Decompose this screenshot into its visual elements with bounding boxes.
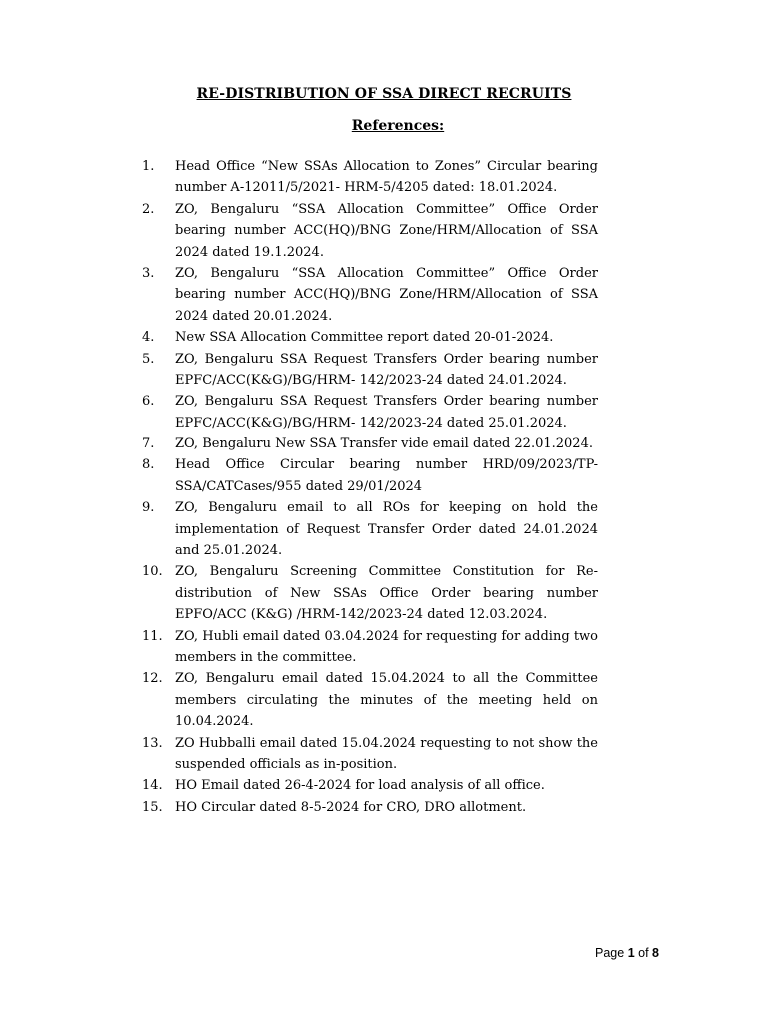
reference-text: ZO, Bengaluru Screening Committee Constitution for Re-distribution of New SSAs Office Order bearing number EPFO/ACC (K&G) /HRM-142/2023-24 dated 12.03.2024. [175,564,598,623]
reference-number: 3. [142,266,155,282]
reference-item [142,434,598,454]
references-heading: References: [351,118,445,134]
reference-text: New SSA Allocation Committee report dated 20-01-2024. [175,330,554,346]
reference-number: 10. [142,564,163,580]
reference-text: ZO, Bengaluru “SSA Allocation Committee” Office Order bearing number ACC(HQ)/BNG Zone/HRM/Allocation of SSA 2024 dated 20.01.2024. [175,266,598,324]
reference-number: 5. [142,351,155,367]
reference-text: Head Office Circular bearing number HRD/09/2023/TP-SSA/CATCases/955 dated 29/01/2024 [175,457,598,494]
references-list [142,156,598,818]
reference-item [142,199,598,263]
reference-text: ZO, Bengaluru SSA Request Transfers Order bearing number EPFC/ACC(K&G)/BG/HRM- 142/2023-24 dated 25.01.2024. [175,394,598,431]
reference-text: ZO, Bengaluru email dated 15.04.2024 to all the Committee members circulating the minutes of the meeting held on 10.04.2024. [175,671,598,730]
reference-text: ZO, Bengaluru New SSA Transfer vide email dated 22.01.2024. [175,436,593,452]
page-current: 1 [627,946,635,960]
page-total: 8 [652,946,659,960]
reference-item [142,733,598,776]
reference-item [142,454,598,497]
reference-number: 12. [142,671,163,687]
reference-text: Head Office “New SSAs Allocation to Zones” Circular bearing number A-12011/5/2021- HRM-5/4205 dated: 18.01.2024. [175,159,598,196]
reference-item [142,626,598,669]
reference-number: 6. [142,394,155,410]
reference-text: HO Email dated 26-4-2024 for load analysis of all office. [175,778,545,794]
reference-number: 8. [142,457,155,473]
reference-number: 13. [142,735,163,751]
reference-item [142,156,598,199]
reference-number: 4. [142,330,155,346]
reference-item [142,668,598,732]
reference-text: ZO, Hubli email dated 03.04.2024 for requesting for adding two members in the committee. [175,628,598,665]
page-number-footer [595,946,659,960]
reference-number: 1. [142,159,155,174]
reference-item [142,349,598,392]
reference-number: 2. [142,201,155,217]
reference-number: 15. [142,799,163,815]
reference-item [142,263,598,327]
reference-text: ZO Hubballi email dated 15.04.2024 requesting to not show the suspended officials as in-position. [175,735,598,772]
reference-text: ZO, Bengaluru SSA Request Transfers Order bearing number EPFC/ACC(K&G)/BG/HRM- 142/2023-24 dated 24.01.2024. [175,351,598,389]
reference-item [142,391,598,434]
reference-number: 14. [142,778,163,794]
reference-number: 11. [142,628,163,644]
reference-item [142,775,598,796]
reference-number: 7. [142,436,155,452]
reference-item [142,797,598,818]
reference-item [142,497,598,561]
reference-text: HO Circular dated 8-5-2024 for CRO, DRO allotment. [175,799,527,815]
reference-item [142,561,598,625]
reference-item [142,327,598,348]
page-label: Page [595,946,625,960]
of-label: of [638,946,649,960]
reference-number: 9. [142,500,155,516]
document-title: RE-DISTRIBUTION OF SSA DIRECT RECRUITS [196,86,572,102]
reference-text: ZO, Bengaluru “SSA Allocation Committee” Office Order bearing number ACC(HQ)/BNG Zone/HRM/Allocation of SSA 2024 dated 19.1.2024. [175,201,598,260]
reference-text: ZO, Bengaluru email to all ROs for keeping on hold the implementation of Request Transfer Order dated 24.01.2024 and 25.01.2024. [175,500,598,558]
